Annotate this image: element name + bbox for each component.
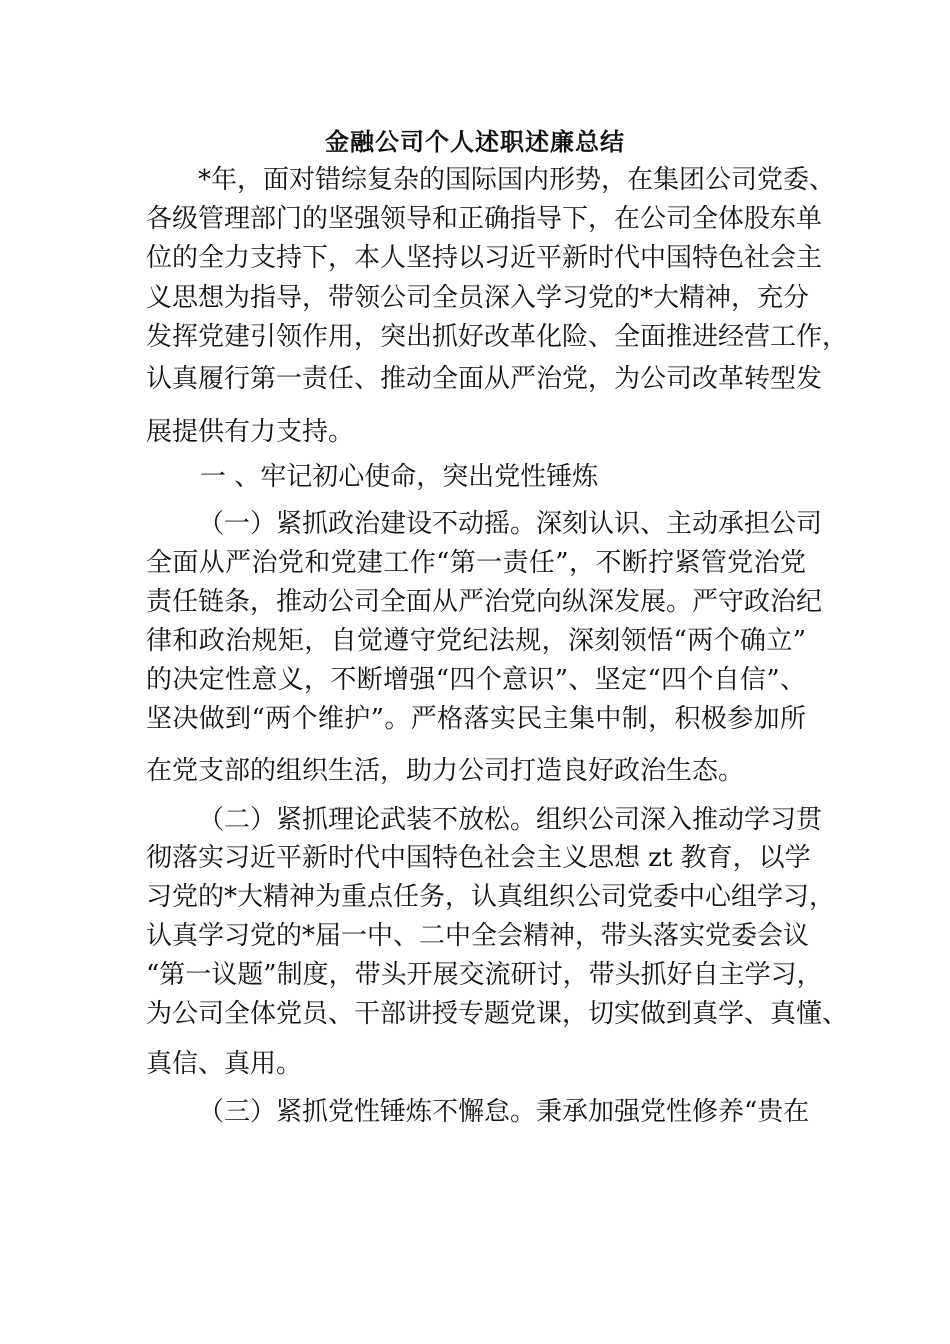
paragraph-line: 认真学习党的*届一中、二中全会精神，带头落实党委会议 <box>146 921 810 951</box>
document-title: 金融公司个人述职述廉总结 <box>325 128 625 156</box>
paragraph-line: 习党的*大精神为重点任务，认真组织公司党委中心组学习， <box>146 882 836 912</box>
paragraph-line: *年，面对错综复杂的国际国内形势，在集团公司党委、 <box>198 165 836 195</box>
paragraph-line: 责任链条，推动公司全面从严治党向纵深发展。严守政治纪 <box>146 587 823 617</box>
section-heading: 一 、牢记初心使命，突出党性锤炼 <box>200 462 599 492</box>
paragraph-line: 坚决做到“两个维护”。严格落实民主集中制，积极参加所 <box>146 704 806 734</box>
paragraph-line: 在党支部的组织生活，助力公司打造良好政治生态。 <box>146 756 745 786</box>
paragraph-line: 律和政治规矩，自觉遵守党纪法规，深刻领悟“两个确立” <box>146 626 806 656</box>
paragraph-line: （二）紧抓理论武装不放松。组织公司深入推动学习贯 <box>198 805 823 835</box>
paragraph-line: 义思想为指导，带领公司全员深入学习党的*大精神，充分 <box>146 283 810 313</box>
paragraph-line: 真信、真用。 <box>146 1049 303 1079</box>
paragraph-line: 位的全力支持下，本人坚持以习近平新时代中国特色社会主 <box>146 243 823 273</box>
paragraph-line: 全面从严治党和党建工作“第一责任”，不断拧紧管党治党 <box>146 548 806 578</box>
paragraph-line: “第一议题”制度，带头开展交流研讨，带头抓好自主学习， <box>146 960 823 990</box>
paragraph-line: 各级管理部门的坚强领导和正确指导下，在公司全体股东单 <box>146 204 823 234</box>
paragraph-line: 的决定性意义，不断增强“四个意识”、坚定“四个自信”、 <box>146 665 806 695</box>
paragraph-line: （一）紧抓政治建设不动摇。深刻认识、主动承担公司 <box>198 509 823 539</box>
paragraph-line: 认真履行第一责任、推动全面从严治党，为公司改革转型发 <box>146 364 823 394</box>
paragraph-line: 发挥党建引领作用，突出抓好改革化险、全面推进经营工作， <box>146 322 849 352</box>
paragraph-line: 展提供有力支持。 <box>146 417 355 447</box>
paragraph-line: 为公司全体党员、干部讲授专题党课，切实做到真学、真懂、 <box>146 999 849 1029</box>
paragraph-line: 彻落实习近平新时代中国特色社会主义思想 zt 教育，以学 <box>146 843 811 873</box>
paragraph-line: （三）紧抓党性锤炼不懈怠。秉承加强党性修养“贵在 <box>198 1097 810 1127</box>
